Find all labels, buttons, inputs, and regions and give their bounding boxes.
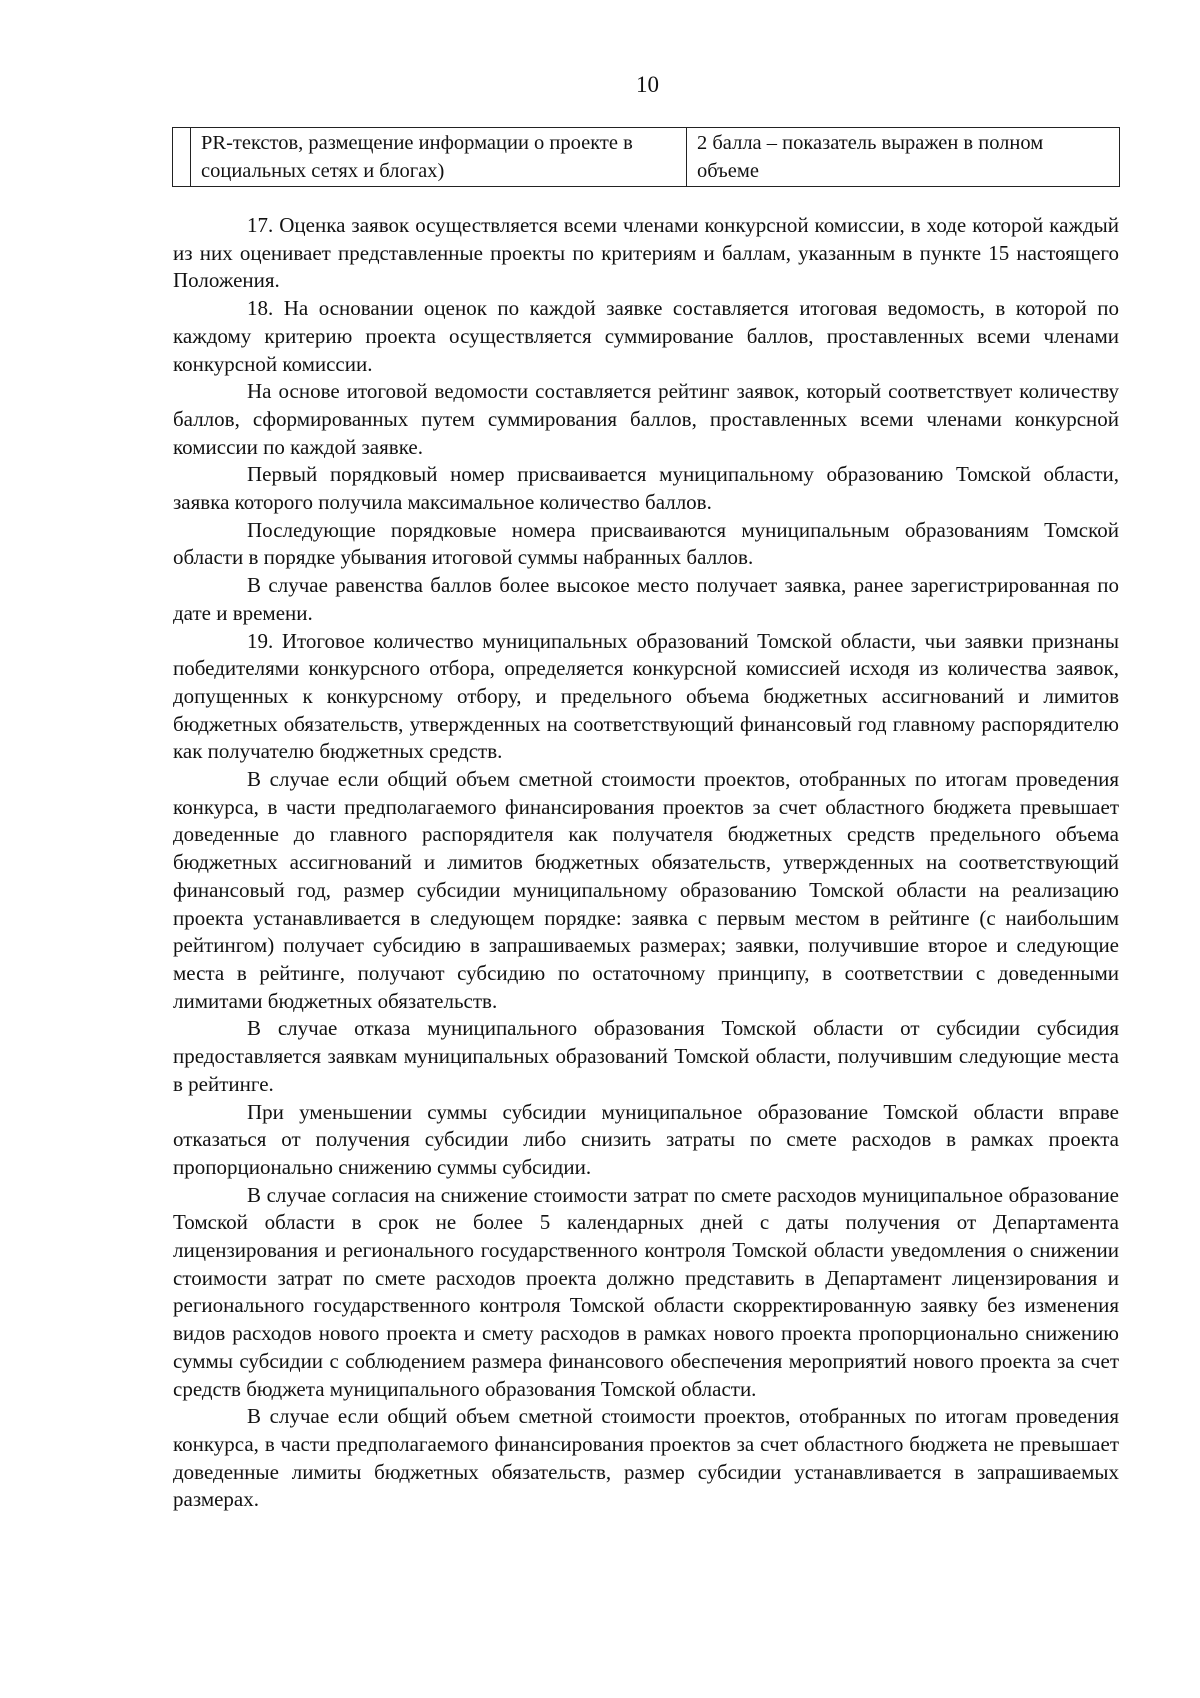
score-cell: 2 балла – показатель выражен в полном объеме <box>687 128 1120 187</box>
paragraph: В случае согласия на снижение стоимости затрат по смете расходов муниципальное образование Томской области в срок не более 5 календарных дней с даты получения от Департамента лицензирования и регионального государственного контроля Томской области уведомления о снижении стоимости затрат по смете расходов проекта должно представить в Департамент лицензирования и регионального государственного контроля Томской области скорректированную заявку без изменения видов расходов нового проекта и смету расходов в рамках нового проекта пропорционально снижению суммы субсидии с соблюдением размера финансового обеспечения мероприятий нового проекта за счет средств бюджета муниципального образования Томской области. <box>173 1182 1119 1401</box>
document-body <box>173 212 1119 1514</box>
paragraph-17: 17. Оценка заявок осуществляется всеми членами конкурсной комиссии, в ходе которой каждый из них оценивает представленные проекты по критериям и баллам, указанным в пункте 15 настоящего Положения. <box>173 213 1119 293</box>
row-number-cell <box>173 128 191 187</box>
paragraph-18: 18. На основании оценок по каждой заявке составляется итоговая ведомость, в которой по каждому критерию проекта осуществляется суммирование баллов, проставленных всеми членами конкурсной комиссии. <box>173 296 1119 376</box>
table-row <box>173 128 1120 187</box>
criterion-cell: PR-текстов, размещение информации о проекте в социальных сетях и блогах) <box>191 128 687 187</box>
criteria-table <box>172 127 1120 187</box>
paragraph: Первый порядковый номер присваивается муниципальному образованию Томской области, заявка которого получила максимальное количество баллов. <box>173 462 1119 515</box>
paragraph: В случае если общий объем сметной стоимости проектов, отобранных по итогам проведения конкурса, в части предполагаемого финансирования проектов за счет областного бюджета превышает доведенные до главного распорядителя как получателя бюджетных средств предельного объема бюджетных ассигнований и лимитов бюджетных обязательств, утвержденных на соответствующий финансовый год, размер субсидии муниципальному образованию Томской области на реализацию проекта устанавливается в следующем порядке: заявка с первым местом в рейтинге (с наибольшим рейтингом) получает субсидию в запрашиваемых размерах; заявки, получившие второе и следующие места в рейтинге, получают субсидию по остаточному принципу, в соответствии с доведенными лимитами бюджетных обязательств. <box>173 767 1119 1013</box>
page-number: 10 <box>636 72 659 97</box>
paragraph: В случае если общий объем сметной стоимости проектов, отобранных по итогам проведения конкурса, в части предполагаемого финансирования проектов за счет областного бюджета не превышает доведенные лимиты бюджетных обязательств, размер субсидии устанавливается в запрашиваемых размерах. <box>173 1404 1119 1512</box>
paragraph-19: 19. Итоговое количество муниципальных образований Томской области, чьи заявки признаны победителями конкурсного отбора, определяется конкурсной комиссией исходя из количества заявок, допущенных к конкурсному отбору, и предельного объема бюджетных ассигнований и лимитов бюджетных обязательств, утвержденных на соответствующий финансовый год главному распорядителю как получателю бюджетных средств. <box>173 628 1119 764</box>
paragraph: В случае равенства баллов более высокое место получает заявка, ранее зарегистрированная по дате и времени. <box>173 573 1119 625</box>
paragraph: При уменьшении суммы субсидии муниципальное образование Томской области вправе отказаться от получения субсидии либо снизить затраты по смете расходов в рамках проекта пропорционально снижению суммы субсидии. <box>173 1099 1119 1179</box>
paragraph: На основе итоговой ведомости составляется рейтинг заявок, который соответствует количеству баллов, сформированных путем суммирования баллов, проставленных всеми членами конкурсной комиссии по каждой заявке. <box>173 379 1119 459</box>
paragraph: В случае отказа муниципального образования Томской области от субсидии субсидия предоставляется заявкам муниципальных образований Томской области, получившим следующие места в рейтинге. <box>173 1016 1119 1096</box>
paragraph: Последующие порядковые номера присваиваются муниципальным образованиям Томской области в порядке убывания итоговой суммы набранных баллов. <box>173 517 1119 570</box>
